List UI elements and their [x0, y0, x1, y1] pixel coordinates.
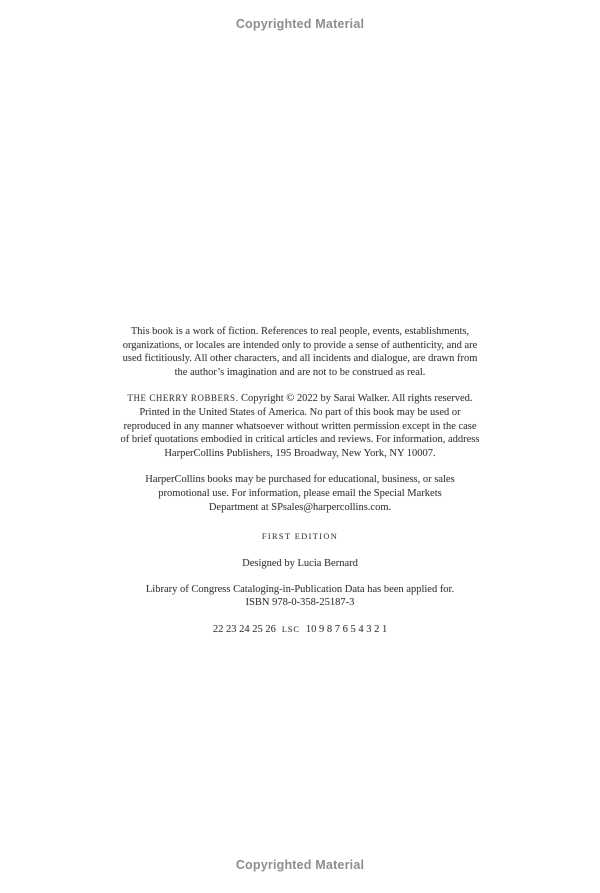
designer-credit: Designed by Lucia Bernard — [242, 558, 358, 570]
copyright-notice — [0, 392, 600, 460]
cip-data-block: Library of Congress Cataloging-in-Publication Data has been applied for. ISBN 978-0-358-25187-3 — [145, 583, 455, 609]
printer-code: LSC — [281, 623, 300, 634]
copyright-notice-line1-rest: Copyright © 2022 by Sarai Walker. All rights reserved. — [241, 393, 473, 405]
print-run-numbers: 10 9 8 7 6 5 4 3 2 1 — [305, 623, 388, 635]
copyright-notice-remaining: Printed in the United States of America. No part of this book may be used or reproduced in any manner whatsoever without written permission except in the case of brief quotations embodied in critical articles and reviews. For information, address HarperCollins Publishers, 195 Broadway, New York, NY 10007. — [120, 406, 480, 459]
printers-key-line — [0, 623, 600, 637]
edition-notice: FIRST EDITION — [261, 532, 339, 542]
print-years: 22 23 24 25 26 — [212, 623, 276, 635]
sales-info: HarperCollins books may be purchased for educational, business, or sales promotional use. For information, please email the Special Markets Department at SPsales@harpercollins.com. — [145, 474, 455, 513]
fiction-disclaimer: This book is a work of fiction. References to real people, events, establishments, organizations, or locales are intended only to provide a sense of authenticity, and are used fictitiously. All other characters, and all incidents and dialogue, are drawn from the author’s imagination and are not to be construed as real. — [122, 326, 478, 378]
copyrighted-material-banner-top: Copyrighted Material — [235, 17, 365, 31]
copyrighted-material-banner-bottom: Copyrighted Material — [235, 858, 365, 872]
book-title-smallcaps: THE CHERRY ROBBERS. — [127, 393, 239, 404]
copyright-text-block — [0, 325, 600, 650]
